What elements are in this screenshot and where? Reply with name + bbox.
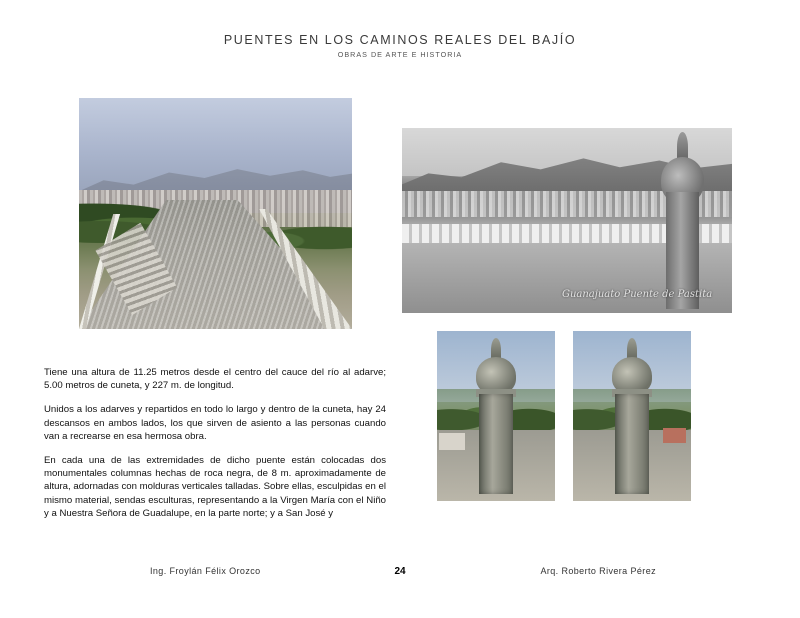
body-text <box>44 366 386 531</box>
page-header <box>0 33 800 59</box>
page-footer <box>0 566 800 580</box>
monumental-column <box>606 338 658 494</box>
footer-author-left: Ing. Froylán Félix Orozco <box>150 566 261 576</box>
column-color-photo-right <box>573 331 691 501</box>
page-number: 24 <box>394 566 406 577</box>
bridge-road-color-photo <box>79 98 352 329</box>
historic-black-white-photo <box>402 128 732 313</box>
monumental-column <box>470 338 522 494</box>
background-object <box>663 428 687 443</box>
photo-handwriting: Guanajuato Puente de Pastita <box>561 289 713 301</box>
column-shaft <box>615 394 648 494</box>
paragraph-1: Tiene una altura de 11.25 metros desde el centro del cauce del río al adarve; 5.00 metros de cuneta, y 227 m. de longitud. <box>44 367 386 392</box>
paragraph-2: Unidos a los adarves y repartidos en todo lo largo y dentro de la cuneta, hay 24 descansos en ambos lados, los que sirven de asiento a las personas cuando van a recrearse en esa hermosa obra. <box>44 404 386 442</box>
column-color-photo-left <box>437 331 555 501</box>
column-shaft <box>479 394 512 494</box>
header-title: PUENTES EN LOS CAMINOS REALES DEL BAJÍO <box>223 33 577 47</box>
footer-author-right: Arq. Roberto Rivera Pérez <box>540 566 656 576</box>
paragraph-3: En cada una de las extremidades de dicho puente están colocadas dos monumentales columnas hechas de roca negra, de 8 m. aproximadamente de altura, adornadas con molduras verticales talladas. Sobre ellas, esculpidas en el mismo material, sendas esculturas, representando a la Virgen María con el Niño y a Nuestra Señora de Guadalupe, en la parte norte; y a San José y <box>44 455 386 519</box>
bw-monumental-column <box>653 132 712 310</box>
header-subtitle: OBRAS DE ARTE E HISTORIA <box>337 50 463 59</box>
background-object <box>439 433 465 450</box>
